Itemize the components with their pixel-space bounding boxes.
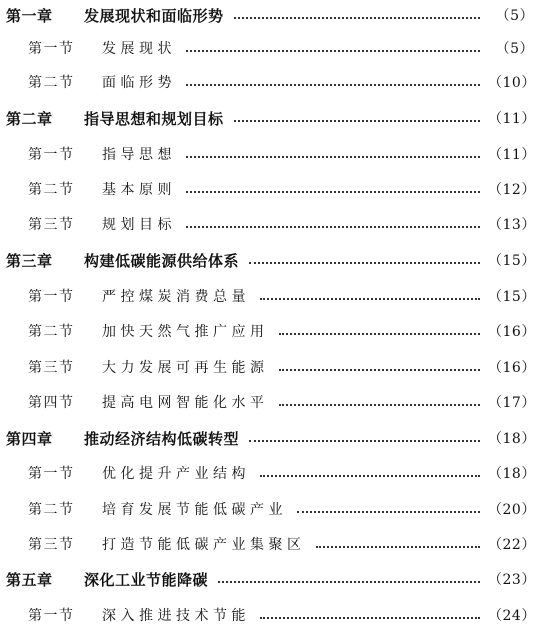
dot-leader	[316, 546, 481, 548]
dot-leader	[260, 617, 480, 619]
dot-leader	[186, 84, 480, 86]
toc-section-row[interactable]	[0, 603, 540, 627]
page-number: （11）	[488, 147, 536, 163]
section-number: 第一节	[28, 466, 75, 482]
section-number: 第四节	[28, 395, 75, 411]
page-number: （16）	[488, 324, 536, 340]
page-number: （10）	[488, 75, 536, 91]
page-number: （23）	[488, 572, 536, 588]
toc-chapter-row[interactable]	[0, 426, 540, 450]
section-number: 第三节	[28, 537, 75, 553]
dot-leader	[249, 440, 480, 442]
dot-leader	[260, 475, 480, 477]
dot-leader	[234, 17, 480, 19]
page-number: （16）	[488, 360, 536, 376]
section-title: 优化提升产业结构	[102, 466, 250, 482]
toc-chapter-row[interactable]	[0, 106, 540, 130]
section-number: 第二节	[28, 324, 75, 340]
chapter-title: 深化工业节能降碳	[84, 570, 209, 589]
section-title: 严控煤炭消费总量	[102, 289, 250, 305]
page-number: （13）	[488, 217, 536, 233]
section-number: 第一节	[28, 41, 75, 57]
dot-leader	[186, 50, 480, 52]
dot-leader	[279, 333, 481, 335]
toc-section-row[interactable]	[0, 284, 540, 308]
dot-leader	[249, 262, 480, 264]
chapter-number: 第一章	[6, 6, 53, 25]
dot-leader	[186, 156, 480, 158]
dot-leader	[260, 298, 480, 300]
page-number: （18）	[488, 431, 536, 447]
toc-section-row[interactable]	[0, 70, 540, 94]
chapter-title: 发展现状和面临形势	[84, 6, 224, 25]
chapter-title: 构建低碳能源供给体系	[84, 251, 240, 270]
page-number: （22）	[488, 537, 536, 553]
chapter-title: 推动经济结构低碳转型	[84, 429, 240, 448]
section-title: 发展现状	[102, 41, 176, 57]
section-title: 指导思想	[102, 147, 176, 163]
section-title: 培育发展节能低碳产业	[102, 502, 287, 518]
toc-section-row[interactable]	[0, 142, 540, 166]
chapter-number: 第二章	[6, 109, 53, 128]
page-number: （11）	[488, 111, 536, 127]
chapter-number: 第四章	[6, 429, 53, 448]
dot-leader	[186, 191, 480, 193]
toc-section-row[interactable]	[0, 497, 540, 521]
toc-section-row[interactable]	[0, 390, 540, 414]
section-number: 第三节	[28, 217, 75, 233]
section-title: 打造节能低碳产业集聚区	[102, 537, 306, 553]
page-number: （5）	[495, 8, 534, 24]
section-number: 第二节	[28, 75, 75, 91]
toc-section-row[interactable]	[0, 319, 540, 343]
chapter-number: 第三章	[6, 251, 53, 270]
dot-leader	[279, 404, 481, 406]
toc-section-row[interactable]	[0, 212, 540, 236]
section-title: 基本原则	[102, 182, 176, 198]
dot-leader	[297, 511, 480, 513]
dot-leader	[218, 581, 480, 583]
section-number: 第一节	[28, 608, 75, 624]
page-number: （15）	[488, 253, 536, 269]
page-number: （17）	[488, 395, 536, 411]
dot-leader	[234, 120, 480, 122]
page-number: （18）	[488, 466, 536, 482]
dot-leader	[279, 369, 481, 371]
page-number: （12）	[488, 182, 536, 198]
section-number: 第三节	[28, 360, 75, 376]
toc-section-row[interactable]	[0, 177, 540, 201]
page-number: （5）	[495, 41, 534, 57]
section-title: 提高电网智能化水平	[102, 395, 269, 411]
chapter-title: 指导思想和规划目标	[84, 109, 224, 128]
dot-leader	[186, 226, 480, 228]
page-number: （24）	[488, 608, 536, 624]
section-title: 规划目标	[102, 217, 176, 233]
page-number: （15）	[488, 289, 536, 305]
section-number: 第一节	[28, 289, 75, 305]
section-title: 加快天然气推广应用	[102, 324, 269, 340]
toc-section-row[interactable]	[0, 355, 540, 379]
toc-section-row[interactable]	[0, 532, 540, 556]
section-number: 第二节	[28, 502, 75, 518]
toc-chapter-row[interactable]	[0, 567, 540, 591]
chapter-number: 第五章	[6, 570, 53, 589]
section-title: 深入推进技术节能	[102, 608, 250, 624]
toc-chapter-row[interactable]	[0, 248, 540, 272]
toc-chapter-row[interactable]	[0, 3, 540, 27]
section-title: 面临形势	[102, 75, 176, 91]
section-title: 大力发展可再生能源	[102, 360, 269, 376]
section-number: 第一节	[28, 147, 75, 163]
toc-section-row[interactable]	[0, 36, 540, 60]
toc-section-row[interactable]	[0, 461, 540, 485]
section-number: 第二节	[28, 182, 75, 198]
page-number: （20）	[488, 502, 536, 518]
